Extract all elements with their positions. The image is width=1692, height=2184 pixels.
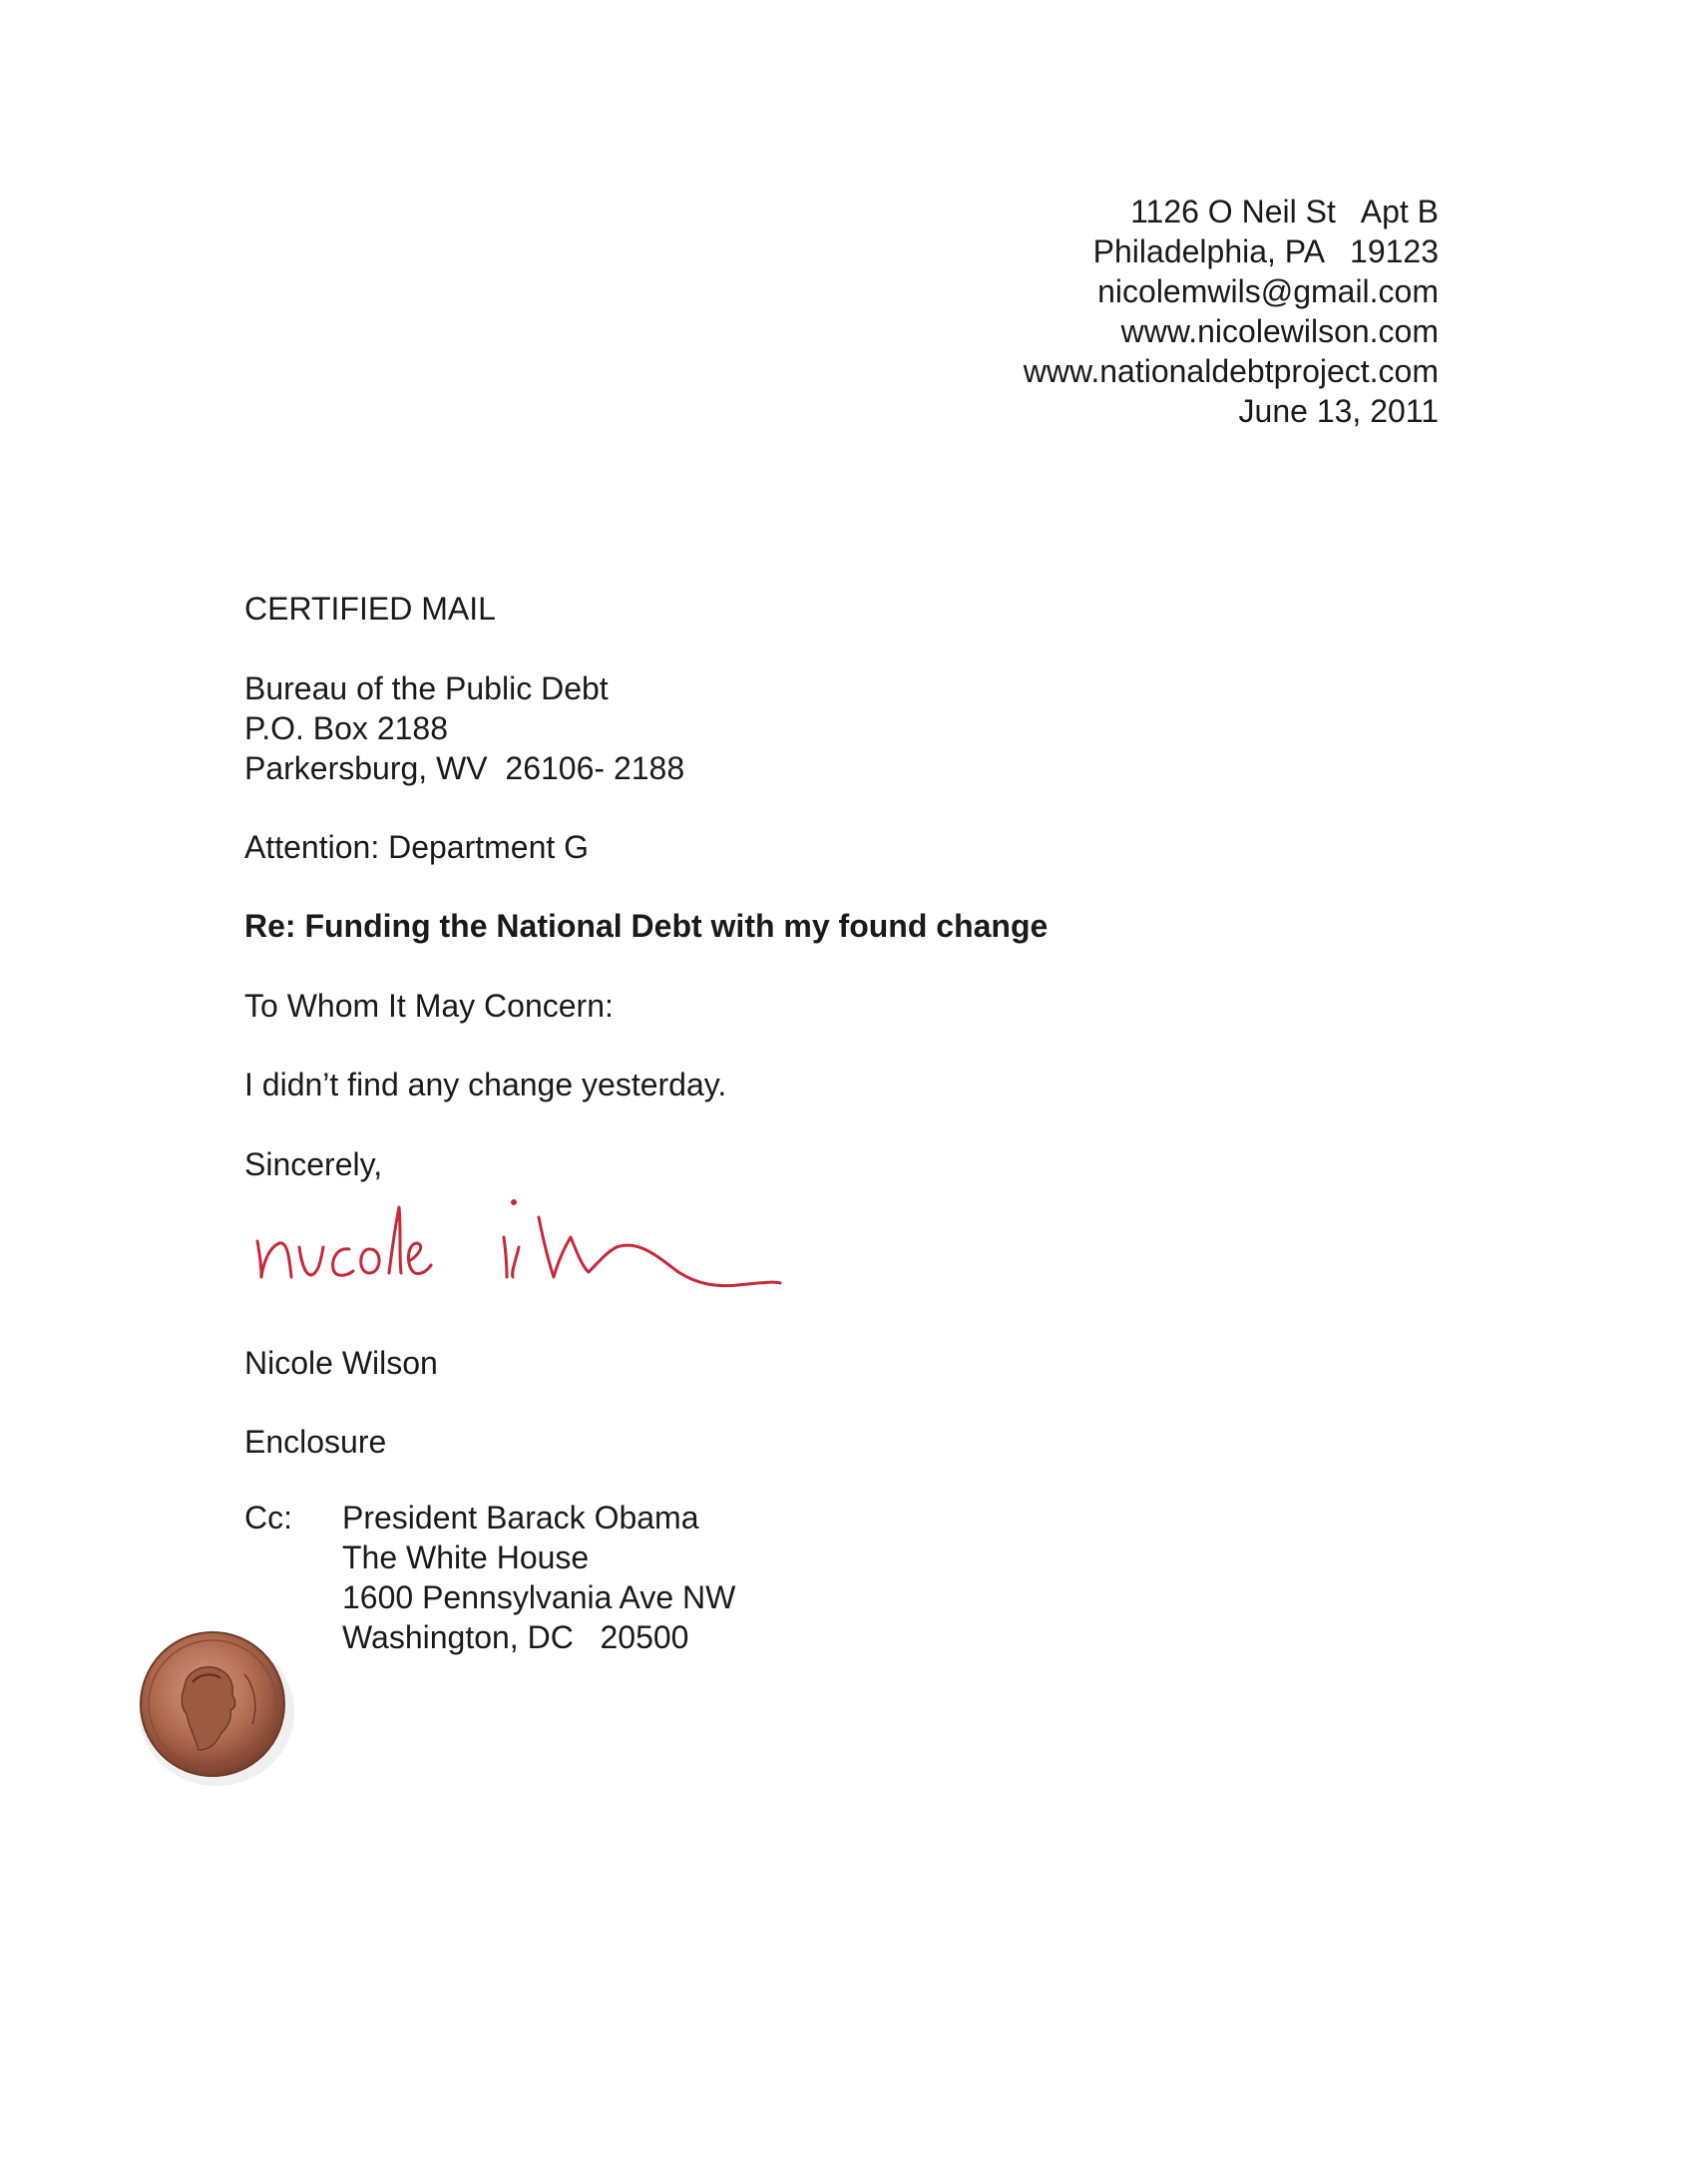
sender-email: nicolemwils@gmail.com	[1097, 273, 1439, 309]
recipient-address	[244, 668, 684, 788]
enclosure-note: Enclosure	[244, 1424, 387, 1460]
return-address	[740, 192, 1439, 431]
attention-line: Attention: Department G	[244, 829, 590, 865]
sender-address-line2: Philadelphia, PA 19123	[1092, 233, 1439, 269]
sender-website-1: www.nicolewilson.com	[1120, 313, 1439, 349]
sender-website-2: www.nationaldebtproject.com	[1023, 353, 1439, 389]
cc-street: 1600 Pennsylvania Ave NW	[342, 1579, 736, 1615]
cc-label: Cc:	[244, 1500, 292, 1535]
letter-date: June 13, 2011	[1238, 393, 1439, 429]
recipient-po-box: P.O. Box 2188	[244, 710, 448, 746]
cc-name: President Barack Obama	[342, 1500, 699, 1535]
recipient-name: Bureau of the Public Debt	[244, 670, 609, 706]
cc-org: The White House	[342, 1539, 590, 1575]
cc-address	[342, 1498, 735, 1657]
delivery-method: CERTIFIED MAIL	[244, 591, 496, 627]
salutation: To Whom It May Concern:	[244, 988, 614, 1024]
signer-name: Nicole Wilson	[244, 1345, 438, 1381]
recipient-city-state-zip: Parkersburg, WV 26106- 2188	[244, 750, 685, 786]
penny-coin-image	[125, 1616, 304, 1796]
cc-city-state-zip: Washington, DC 20500	[342, 1619, 689, 1655]
letter-body: I didn’t find any change yesterday.	[244, 1067, 727, 1102]
handwritten-signature	[249, 1177, 798, 1307]
subject-line: Re: Funding the National Debt with my found change	[244, 908, 1049, 944]
closing: Sincerely,	[244, 1146, 383, 1182]
sender-address-line1: 1126 O Neil St Apt B	[1130, 194, 1439, 229]
